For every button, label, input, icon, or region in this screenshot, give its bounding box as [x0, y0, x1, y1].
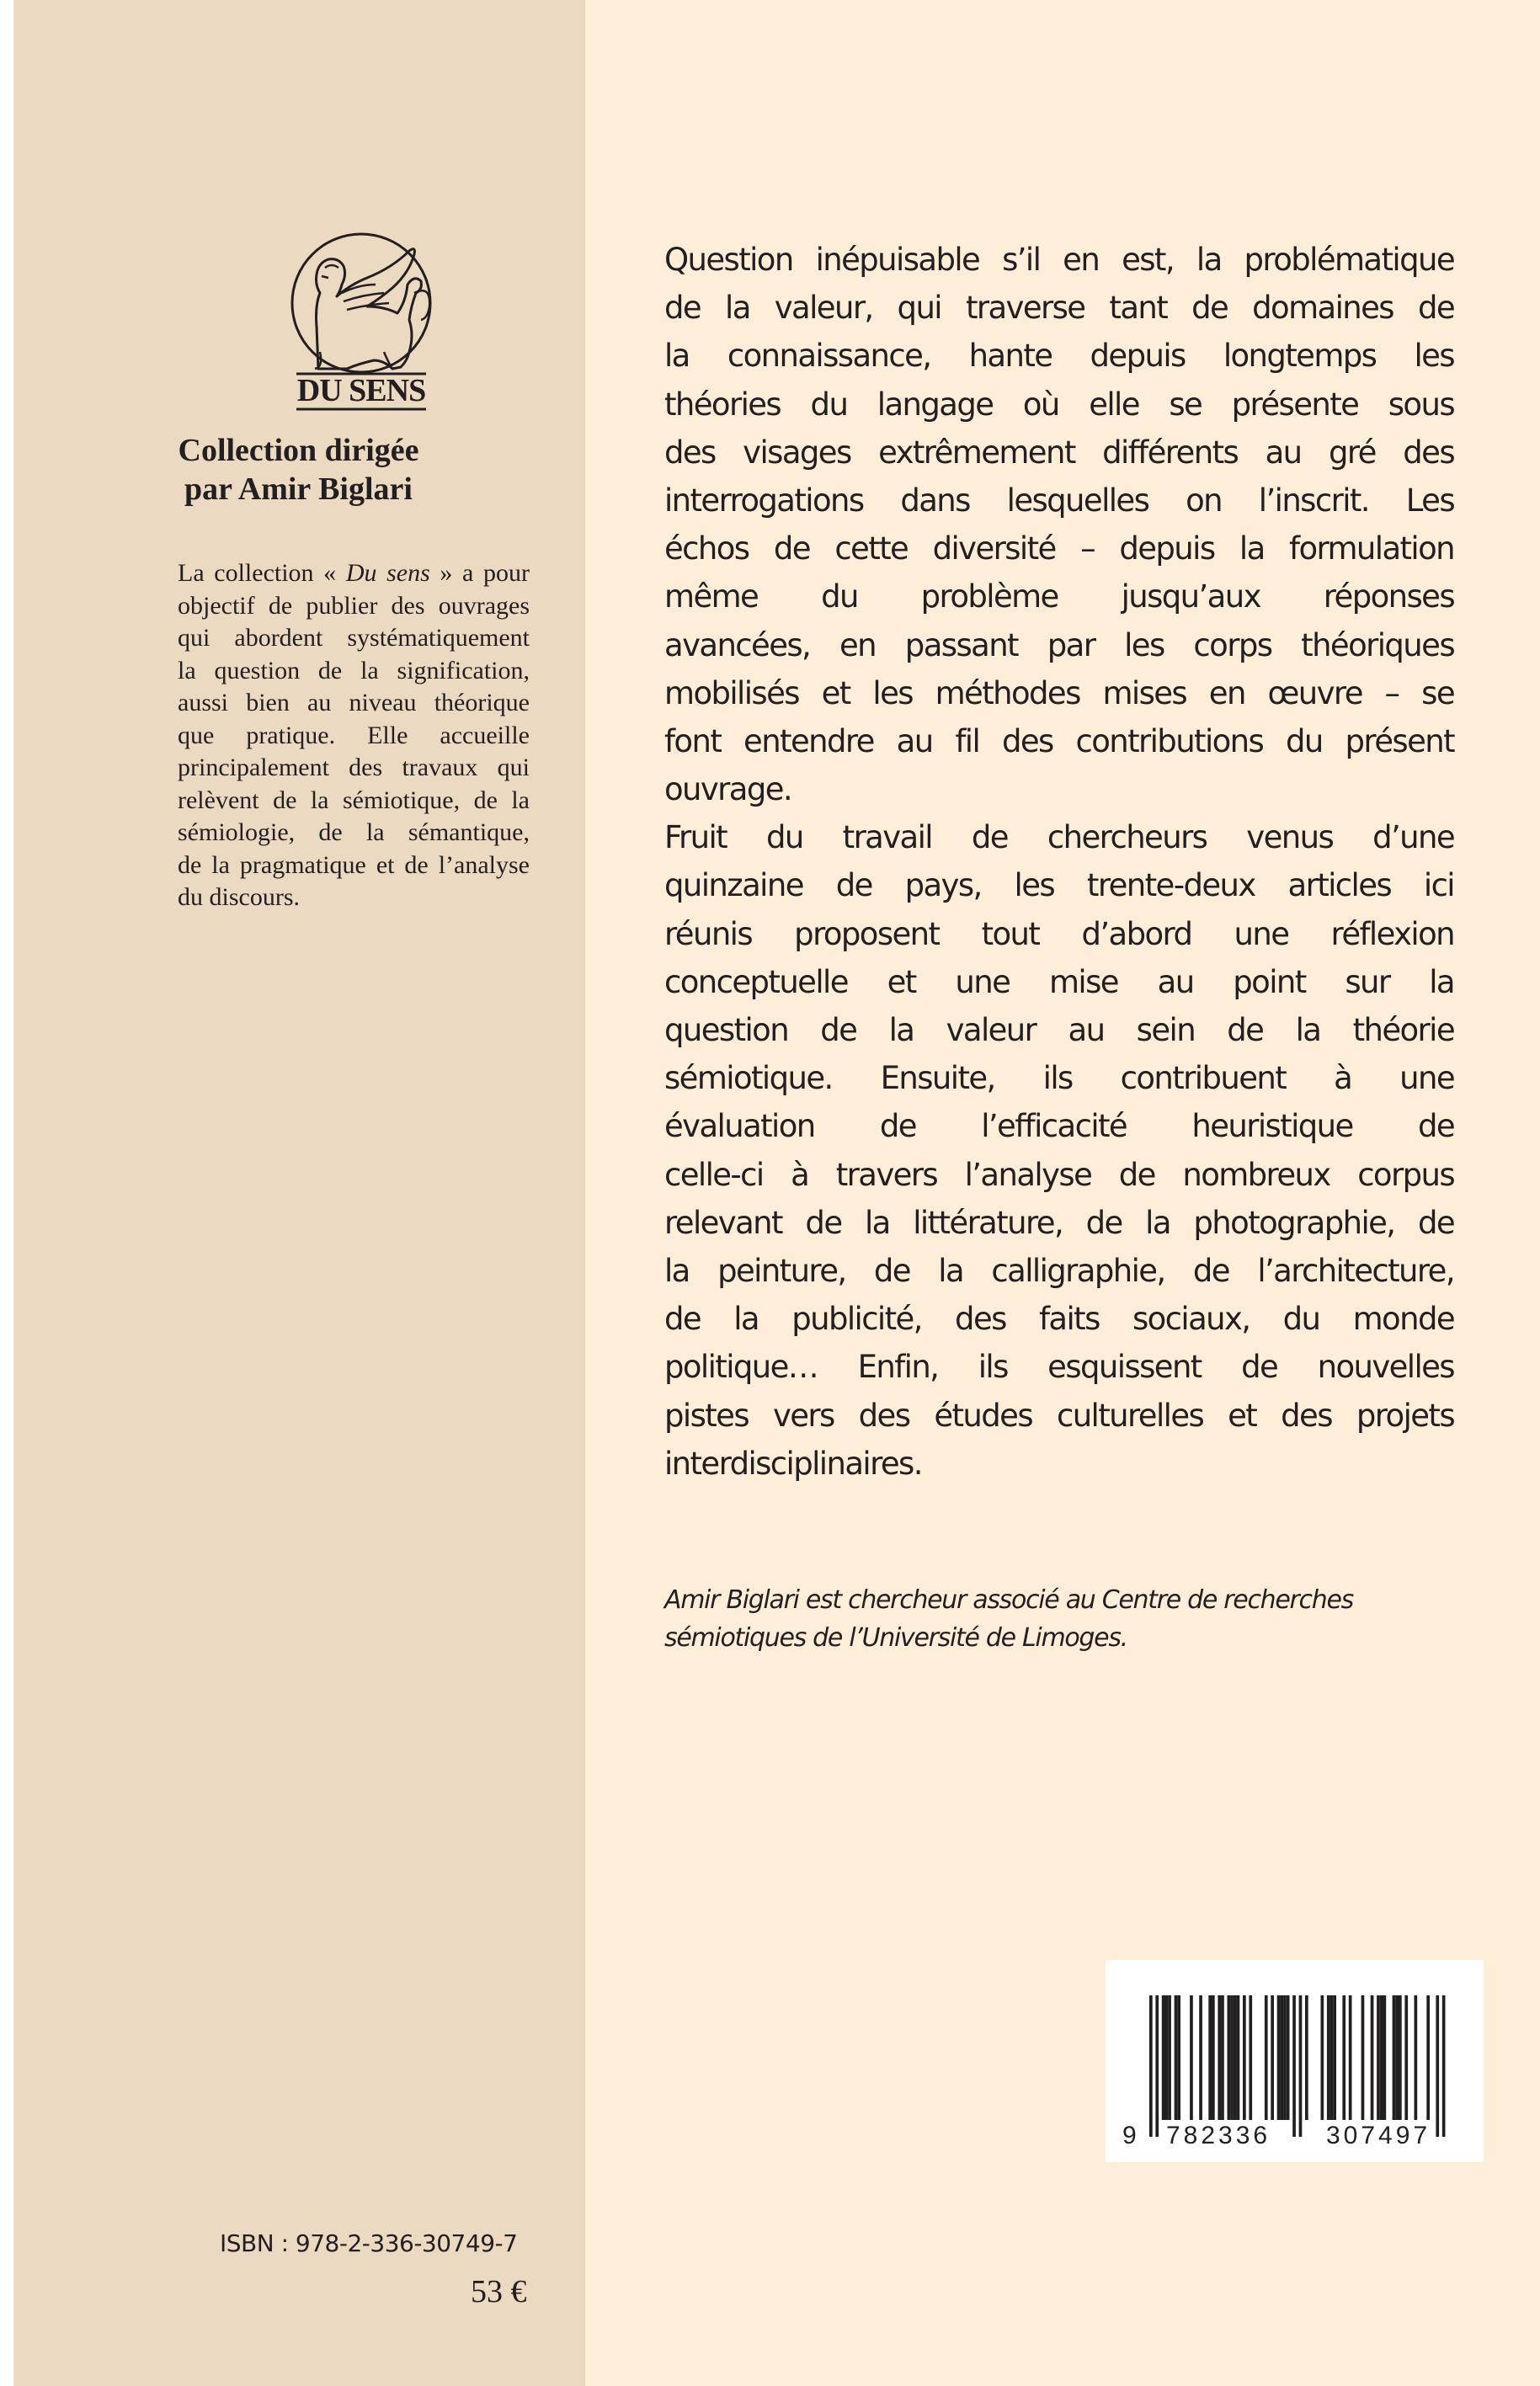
barcode-bar — [1149, 1995, 1153, 2137]
collection-description-line: sémiologie, de la sémantique, — [178, 818, 530, 846]
barcode-bar — [1393, 1995, 1396, 2120]
summary-line: la connaissance, hante depuis longtemps les — [664, 338, 1454, 375]
collection-name-italic: Du sens — [345, 559, 430, 587]
barcode-bar — [1321, 1995, 1324, 2120]
barcode-bar — [1299, 1995, 1303, 2137]
barcode-digit-first: 9 — [1122, 2122, 1137, 2149]
barcode-bar — [1377, 1995, 1380, 2120]
sphinx-emblem-icon — [266, 226, 456, 411]
barcode-bar — [1342, 1995, 1346, 2120]
barcode-bar — [1383, 1995, 1387, 2120]
barcode-bar — [1330, 1995, 1334, 2120]
barcode-bar — [1155, 1995, 1159, 2137]
summary-line: de la publicité, des faits sociaux, du monde — [664, 1301, 1454, 1338]
summary-panel — [585, 0, 1540, 2386]
summary-line: question de la valeur au sein de la théorie — [664, 1012, 1454, 1048]
summary-line: font entendre au fil des contributions du présent — [664, 722, 1454, 759]
barcode-bar — [1371, 1995, 1374, 2120]
barcode-bar — [1380, 1995, 1383, 2120]
summary-line: la peinture, de la calligraphie, de l’architecture, — [664, 1252, 1454, 1289]
summary-line: évaluation de l’efficacité heuristique de — [664, 1108, 1454, 1145]
barcode-bar — [1277, 1995, 1281, 2120]
barcode-bar — [1395, 1995, 1399, 2120]
barcode — [1106, 1960, 1484, 2162]
barcode-bar — [1399, 1995, 1402, 2120]
barcode-bar — [1237, 1995, 1240, 2120]
collection-description-line: objectif de publier des ouvrages — [178, 591, 530, 620]
collection-description-line: de la pragmatique et de l’analyse — [178, 850, 530, 879]
barcode-bar — [1221, 1995, 1224, 2120]
book-summary — [664, 236, 1454, 1488]
barcode-bar — [1175, 1995, 1178, 2120]
barcode-bar — [1361, 1995, 1365, 2120]
summary-line: Fruit du travail de chercheurs venus d’une — [664, 819, 1454, 856]
price: 53 € — [471, 2274, 527, 2309]
barcode-bar — [1265, 1995, 1268, 2120]
collection-description-line: relèvent de la sémiotique, de la — [178, 786, 530, 814]
summary-line: théories du langage où elle se présente sous — [664, 386, 1454, 423]
summary-line: avancées, en passant par les corps théoriques — [664, 626, 1454, 663]
summary-line: relevant de la littérature, de la photographie, de — [664, 1204, 1454, 1241]
barcode-bar — [1218, 1995, 1221, 2120]
barcode-bar — [1228, 1995, 1231, 2120]
barcode-bar — [1208, 1995, 1212, 2120]
collection-title-line2: par Amir Biglari — [184, 471, 413, 507]
barcode-bar — [1415, 1995, 1418, 2120]
barcode-bar — [1190, 1995, 1193, 2120]
summary-line: politique… Enfin, ils esquissent de nouvelles — [664, 1349, 1454, 1386]
summary-line: quinzaine de pays, les trente-deux articles ici — [664, 867, 1454, 904]
collection-description-line: principalement des travaux qui — [178, 754, 530, 781]
barcode-bar — [1234, 1995, 1237, 2120]
barcode-bar — [1271, 1995, 1274, 2120]
barcode-bar — [1212, 1995, 1215, 2120]
barcode-bar — [1426, 1995, 1430, 2120]
logo-wordmark: DU SENS — [296, 373, 426, 408]
collection-description-line: qui abordent systématiquement — [178, 624, 530, 652]
collection-description-line: du discours. — [178, 883, 300, 911]
barcode-bar — [1165, 1995, 1169, 2120]
author-bio-line: Amir Biglari est chercheur associé au Centre de recherches — [664, 1585, 1353, 1615]
summary-line: interdisciplinaires. — [664, 1445, 922, 1482]
summary-line: sémiotique. Ensuite, ils contribuent à une — [664, 1060, 1454, 1097]
barcode-bar — [1249, 1995, 1252, 2120]
barcode-bar — [1327, 1995, 1330, 2120]
summary-line: des visages extrêmement différents au gré des — [664, 434, 1454, 471]
barcode-bar — [1349, 1995, 1352, 2120]
barcode-bar — [1162, 1995, 1165, 2120]
barcode-bar — [1230, 1995, 1234, 2120]
collection-title-line1: Collection dirigée — [178, 433, 419, 468]
summary-line: échos de cette diversité – depuis la formulation — [664, 530, 1454, 567]
collection-description-line: la question de la signification, — [178, 656, 530, 684]
barcode-bar — [1442, 1995, 1446, 2137]
collection-description-line: La collection « Du sens » a pour — [178, 559, 530, 587]
barcode-bar — [1177, 1995, 1180, 2120]
collection-description — [178, 557, 530, 914]
summary-line: ouvrage. — [664, 771, 792, 808]
summary-line: même du problème jusqu’aux réponses — [664, 578, 1454, 615]
barcode-bar — [1168, 1995, 1171, 2120]
barcode-bar — [1404, 1995, 1408, 2120]
barcode-bar — [1243, 1995, 1246, 2120]
summary-line: Question inépuisable s’il en est, la problématique — [664, 242, 1454, 278]
barcode-bar — [1436, 1995, 1439, 2137]
summary-line: de la valeur, qui traverse tant de domaines de — [664, 290, 1454, 327]
author-bio-line: sémiotiques de l’Université de Limoges. — [664, 1623, 1127, 1653]
summary-line: pistes vers des études culturelles et des projets — [664, 1397, 1454, 1434]
barcode-bar — [1280, 1995, 1283, 2120]
barcode-bar — [1283, 1995, 1287, 2120]
summary-line: réunis proposent tout d’abord une réflexion — [664, 915, 1454, 952]
collection-description-line: que pratique. Elle accueille — [178, 721, 530, 749]
barcode-bar — [1292, 1995, 1296, 2137]
summary-line: mobilisés et les méthodes mises en œuvre – se — [664, 674, 1454, 711]
barcode-bar — [1333, 1995, 1336, 2120]
barcode-digits-right: 307497 — [1326, 2122, 1431, 2149]
barcode-bar — [1199, 1995, 1202, 2120]
collection-panel — [13, 0, 585, 2386]
ean13-barcode-icon — [1106, 1960, 1484, 2162]
barcode-bar — [1287, 1995, 1290, 2120]
isbn-number: ISBN : 978-2-336-30749-7 — [220, 2229, 518, 2257]
barcode-bar — [1305, 1995, 1308, 2120]
summary-line: celle-ci à travers l’analyse de nombreux corpus — [664, 1156, 1454, 1193]
author-bio — [664, 1581, 1454, 1657]
book-back-cover — [13, 0, 1540, 2386]
summary-line: interrogations dans lesquelles on l’inscrit. Les — [664, 482, 1454, 519]
barcode-digits-left: 782336 — [1166, 2122, 1271, 2149]
du-sens-logo — [266, 226, 456, 411]
summary-line: conceptuelle et une mise au point sur la — [664, 963, 1454, 1000]
collection-description-line: aussi bien au niveau théorique — [178, 689, 530, 716]
